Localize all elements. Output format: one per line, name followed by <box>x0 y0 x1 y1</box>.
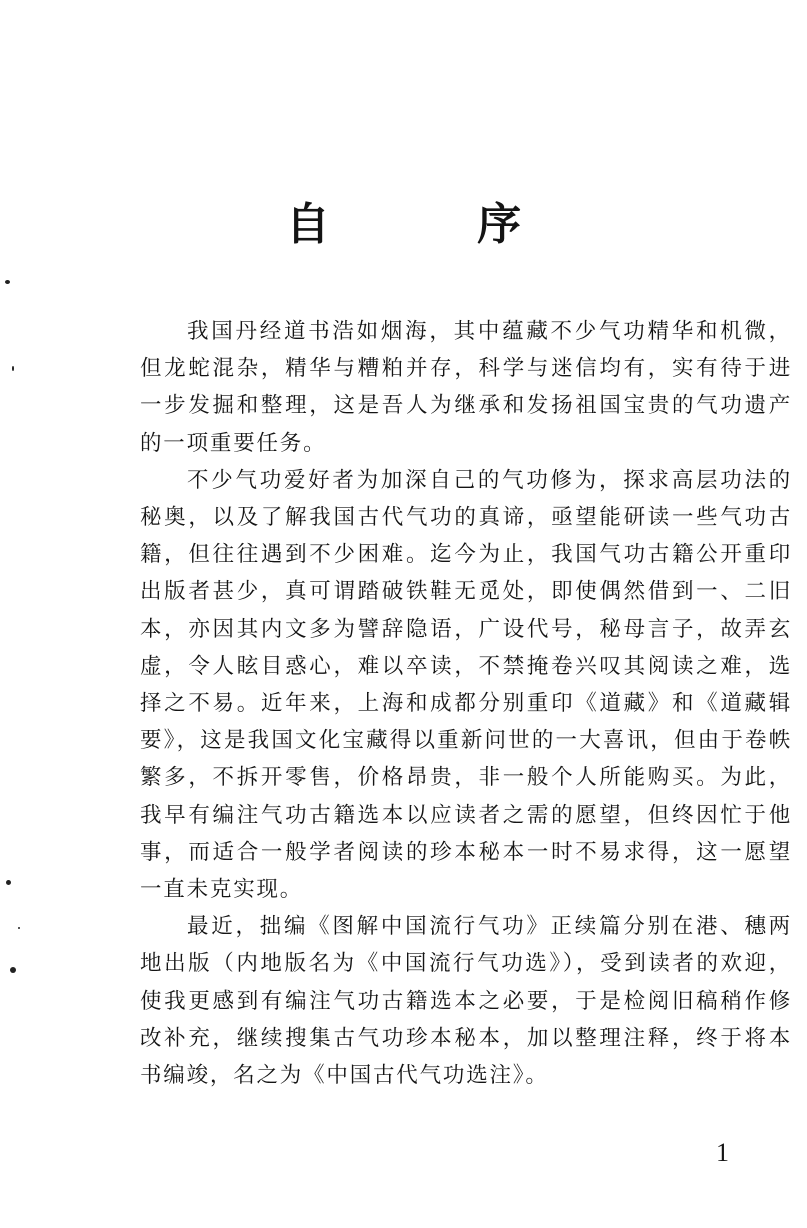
scan-speck <box>18 927 20 929</box>
scan-speck <box>10 967 16 973</box>
page-number: 1 <box>716 1138 729 1167</box>
scan-speck <box>12 366 14 371</box>
page-title: 自 序 <box>285 199 588 250</box>
paragraph-2: 不少气功爱好者为加深自己的气功修为，探求高层功法的秘奥，以及了解我国古代气功的真谛，亟望能研读一些气功古籍，但往往遇到不少困难。迄今为止，我国气功古籍公开重印出版者甚少，真可谓踏破铁鞋无觅处，即使偶然借到一、二旧本，亦因其内文多为譬辞隐语，广设代号，秘母言子，故弄玄虚，令人眩目惑心，难以卒读，不禁掩卷兴叹其阅读之难，选择之不易。近年来，上海和成都分别重印《道藏》和《道藏辑要》，这是我国文化宝藏得以重新问世的一大喜讯，但由于卷帙繁多，不拆开零售，价格昂贵，非一般个人所能购买。为此，我早有编注气功古籍选本以应读者之需的愿望，但终因忙于他事，而适合一般学者阅读的珍本秘本一时不易求得，这一愿望一直未克实现。 <box>140 467 792 903</box>
paragraph-1: 我国丹经道书浩如烟海，其中蕴藏不少气功精华和机微，但龙蛇混杂，精华与糟粕并存，科学与迷信均有，实有待于进一步发掘和整理，这是吾人为继承和发扬祖国宝贵的气功遗产的一项重要任务。 <box>140 319 792 456</box>
scan-speck <box>6 880 11 885</box>
preface-body <box>140 313 792 1094</box>
scan-speck <box>5 280 10 284</box>
paragraph-3: 最近，拙编《图解中国流行气功》正续篇分别在港、穗两地出版（内地版名为《中国流行气功选》），受到读者的欢迎，使我更感到有编注气功古籍选本之必要，于是检阅旧稿稍作修改补充，继续搜集古气功珍本秘本，加以整理注释，终于将本书编竣，名之为《中国古代气功选注》。 <box>140 914 792 1089</box>
